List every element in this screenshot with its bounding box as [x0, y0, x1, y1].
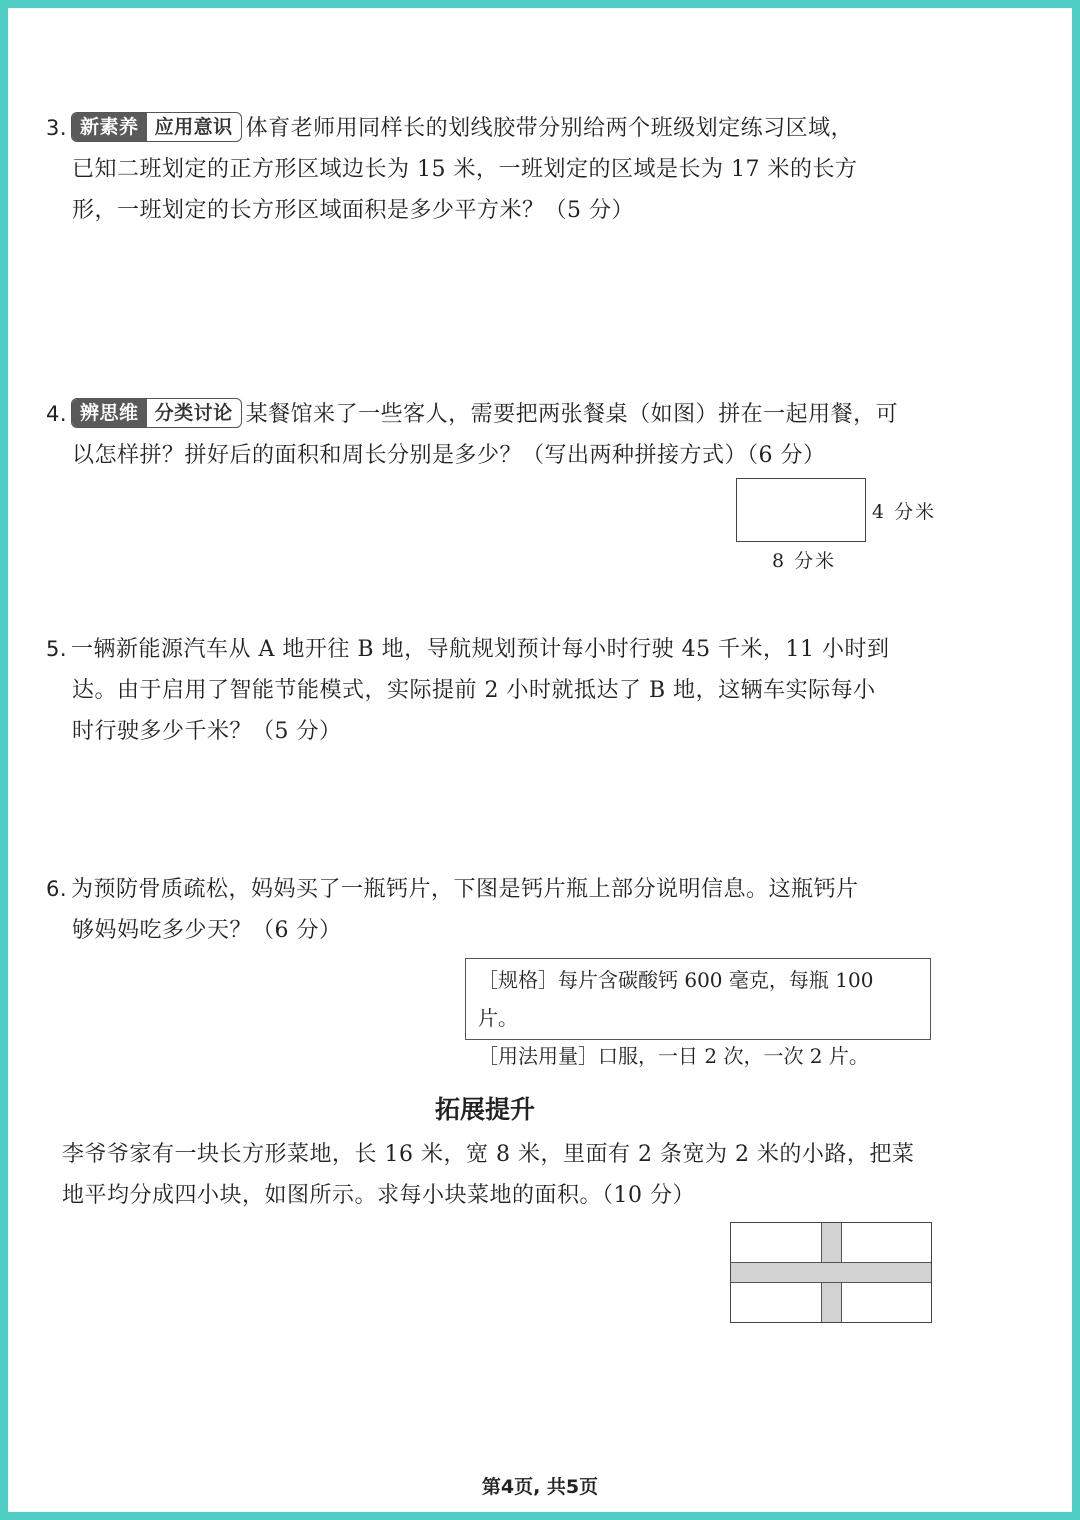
extension-question	[62, 1134, 962, 1216]
question-5	[46, 629, 946, 752]
page-number-footer: 第4页, 共5页	[481, 1476, 599, 1498]
vegetable-field-figure	[730, 1222, 932, 1323]
question-6	[46, 869, 946, 951]
tag-category: 新素养	[72, 113, 147, 141]
tag-badge	[71, 112, 242, 142]
tag-badge	[71, 398, 242, 428]
question-number: 5.	[46, 637, 68, 661]
calcium-label-info-box	[465, 958, 931, 1068]
question-number: 3.	[46, 116, 68, 140]
section-title: 拓展提升	[434, 1095, 535, 1124]
question-text-line: 形，一班划定的长方形区域面积是多少平方米？（5 分）	[72, 198, 634, 223]
tag-skill: 应用意识	[154, 116, 233, 138]
question-text-line: 某餐馆来了一些客人，需要把两张餐桌（如图）拼在一起用餐，可	[245, 402, 899, 427]
info-usage-line: ［用法用量］口服，一日 2 次，一次 2 片。	[478, 1044, 869, 1068]
question-text-line: 地平均分成四小块，如图所示。求每小块菜地的面积。（10 分）	[62, 1183, 695, 1208]
question-number: 6.	[46, 877, 68, 901]
question-text-line: 时行驶多少千米？（5 分）	[72, 719, 342, 744]
horizontal-path	[731, 1262, 931, 1283]
question-text-line: 体育老师用同样长的划线胶带分别给两个班级划定练习区域，	[245, 116, 854, 141]
tag-skill: 分类讨论	[154, 402, 233, 424]
question-text-line: 为预防骨质疏松，妈妈买了一瓶钙片，下图是钙片瓶上部分说明信息。这瓶钙片	[71, 877, 859, 902]
question-text-line: 够妈妈吃多少天？（6 分）	[72, 918, 342, 943]
question-text-line: 李爷爷家有一块长方形菜地，长 16 米，宽 8 米，里面有 2 条宽为 2 米的小路，把菜	[62, 1142, 915, 1167]
table-rectangle-figure	[736, 478, 866, 542]
question-text-line: 已知二班划定的正方形区域边长为 15 米，一班划定的区域是长为 17 米的长方	[72, 157, 858, 182]
info-spec-line: ［规格］每片含碳酸钙 600 毫克，每瓶 100 片。	[478, 968, 874, 1030]
worksheet-page	[8, 8, 1072, 1512]
table-height-label: 4 分米	[872, 501, 937, 523]
tag-category: 辨思维	[72, 399, 147, 427]
question-number: 4.	[46, 402, 68, 426]
table-width-label: 8 分米	[772, 550, 837, 572]
question-text-line: 以怎样拼？拼好后的面积和周长分别是多少？（写出两种拼接方式）（6 分）	[72, 443, 826, 468]
question-3	[46, 108, 946, 231]
question-text-line: 达。由于启用了智能节能模式，实际提前 2 小时就抵达了 B 地，这辆车实际每小	[72, 678, 876, 703]
question-4	[46, 394, 946, 476]
question-text-line: 一辆新能源汽车从 A 地开往 B 地，导航规划预计每小时行驶 45 千米，11 小时到	[71, 637, 890, 662]
